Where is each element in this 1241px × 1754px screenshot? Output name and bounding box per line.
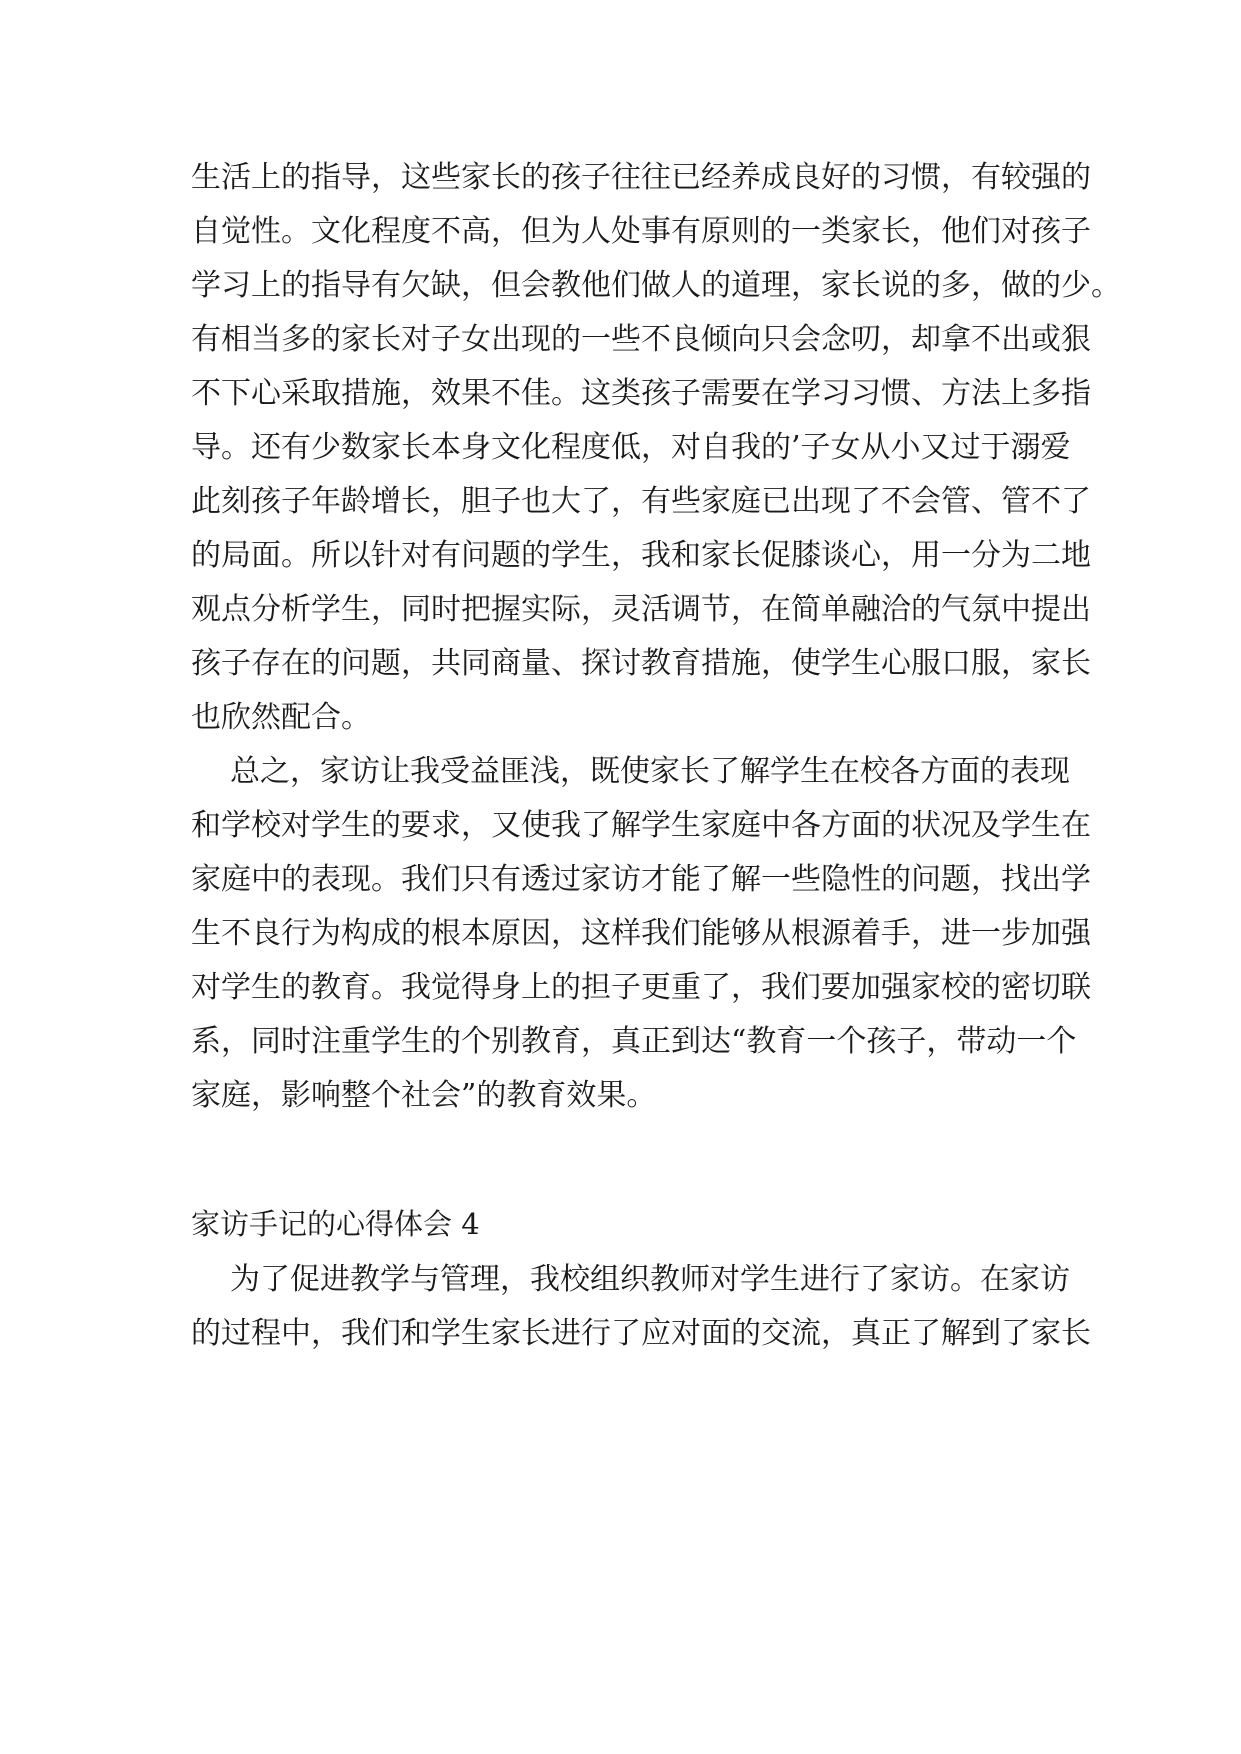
- text-line: 孩子存在的问题，共同商量、探讨教育措施，使学生心服口服，家长: [191, 646, 1091, 681]
- text-line: 学习上的指导有欠缺，但会教他们做人的道理，家长说的多，做的少。: [191, 268, 1121, 303]
- text-line: 家庭中的表现。我们只有透过家访才能了解一些隐性的问题，找出学: [191, 862, 1091, 897]
- text-line: 的局面。所以针对有问题的学生，我和家长促膝谈心，用一分为二地: [191, 538, 1091, 573]
- text-line: 家庭，影响整个社会”的教育效果。: [191, 1078, 657, 1113]
- text-line: 不下心采取措施，效果不佳。这类孩子需要在学习习惯、方法上多指: [191, 376, 1091, 411]
- text-line: 为了促进教学与管理，我校组织教师对学生进行了家访。在家访: [230, 1262, 1070, 1297]
- text-line: 此刻孩子年龄增长，胆子也大了，有些家庭已出现了不会管、管不了: [191, 484, 1091, 519]
- text-line: 有相当多的家长对子女出现的一些不良倾向只会念叨，却拿不出或狠: [191, 322, 1091, 357]
- text-line: 生活上的指导，这些家长的孩子往往已经养成良好的习惯，有较强的: [191, 160, 1091, 195]
- text-line: 自觉性。文化程度不高，但为人处事有原则的一类家长，他们对孩子: [191, 214, 1091, 249]
- text-line: 观点分析学生，同时把握实际，灵活调节，在简单融洽的气氛中提出: [191, 592, 1091, 627]
- text-line: 对学生的教育。我觉得身上的担子更重了，我们要加强家校的密切联: [191, 970, 1091, 1005]
- text-line: 生不良行为构成的根本原因，这样我们能够从根源着手，进一步加强: [191, 916, 1091, 951]
- text-line: 和学校对学生的要求，又使我了解学生家庭中各方面的状况及学生在: [191, 808, 1091, 843]
- text-line: 的过程中，我们和学生家长进行了应对面的交流，真正了解到了家长: [191, 1316, 1091, 1351]
- text-line: 也欣然配合。: [191, 700, 371, 735]
- text-line: 导。还有少数家长本身文化程度低，对自我的’子女从小又过于溺爱: [191, 430, 1071, 465]
- text-line: 系，同时注重学生的个别教育，真正到达“教育一个孩子，带动一个: [191, 1024, 1077, 1059]
- text-line: 总之，家访让我受益匪浅，既使家长了解学生在校各方面的表现: [230, 754, 1070, 789]
- section-heading: 家访手记的心得体会 4: [191, 1207, 480, 1241]
